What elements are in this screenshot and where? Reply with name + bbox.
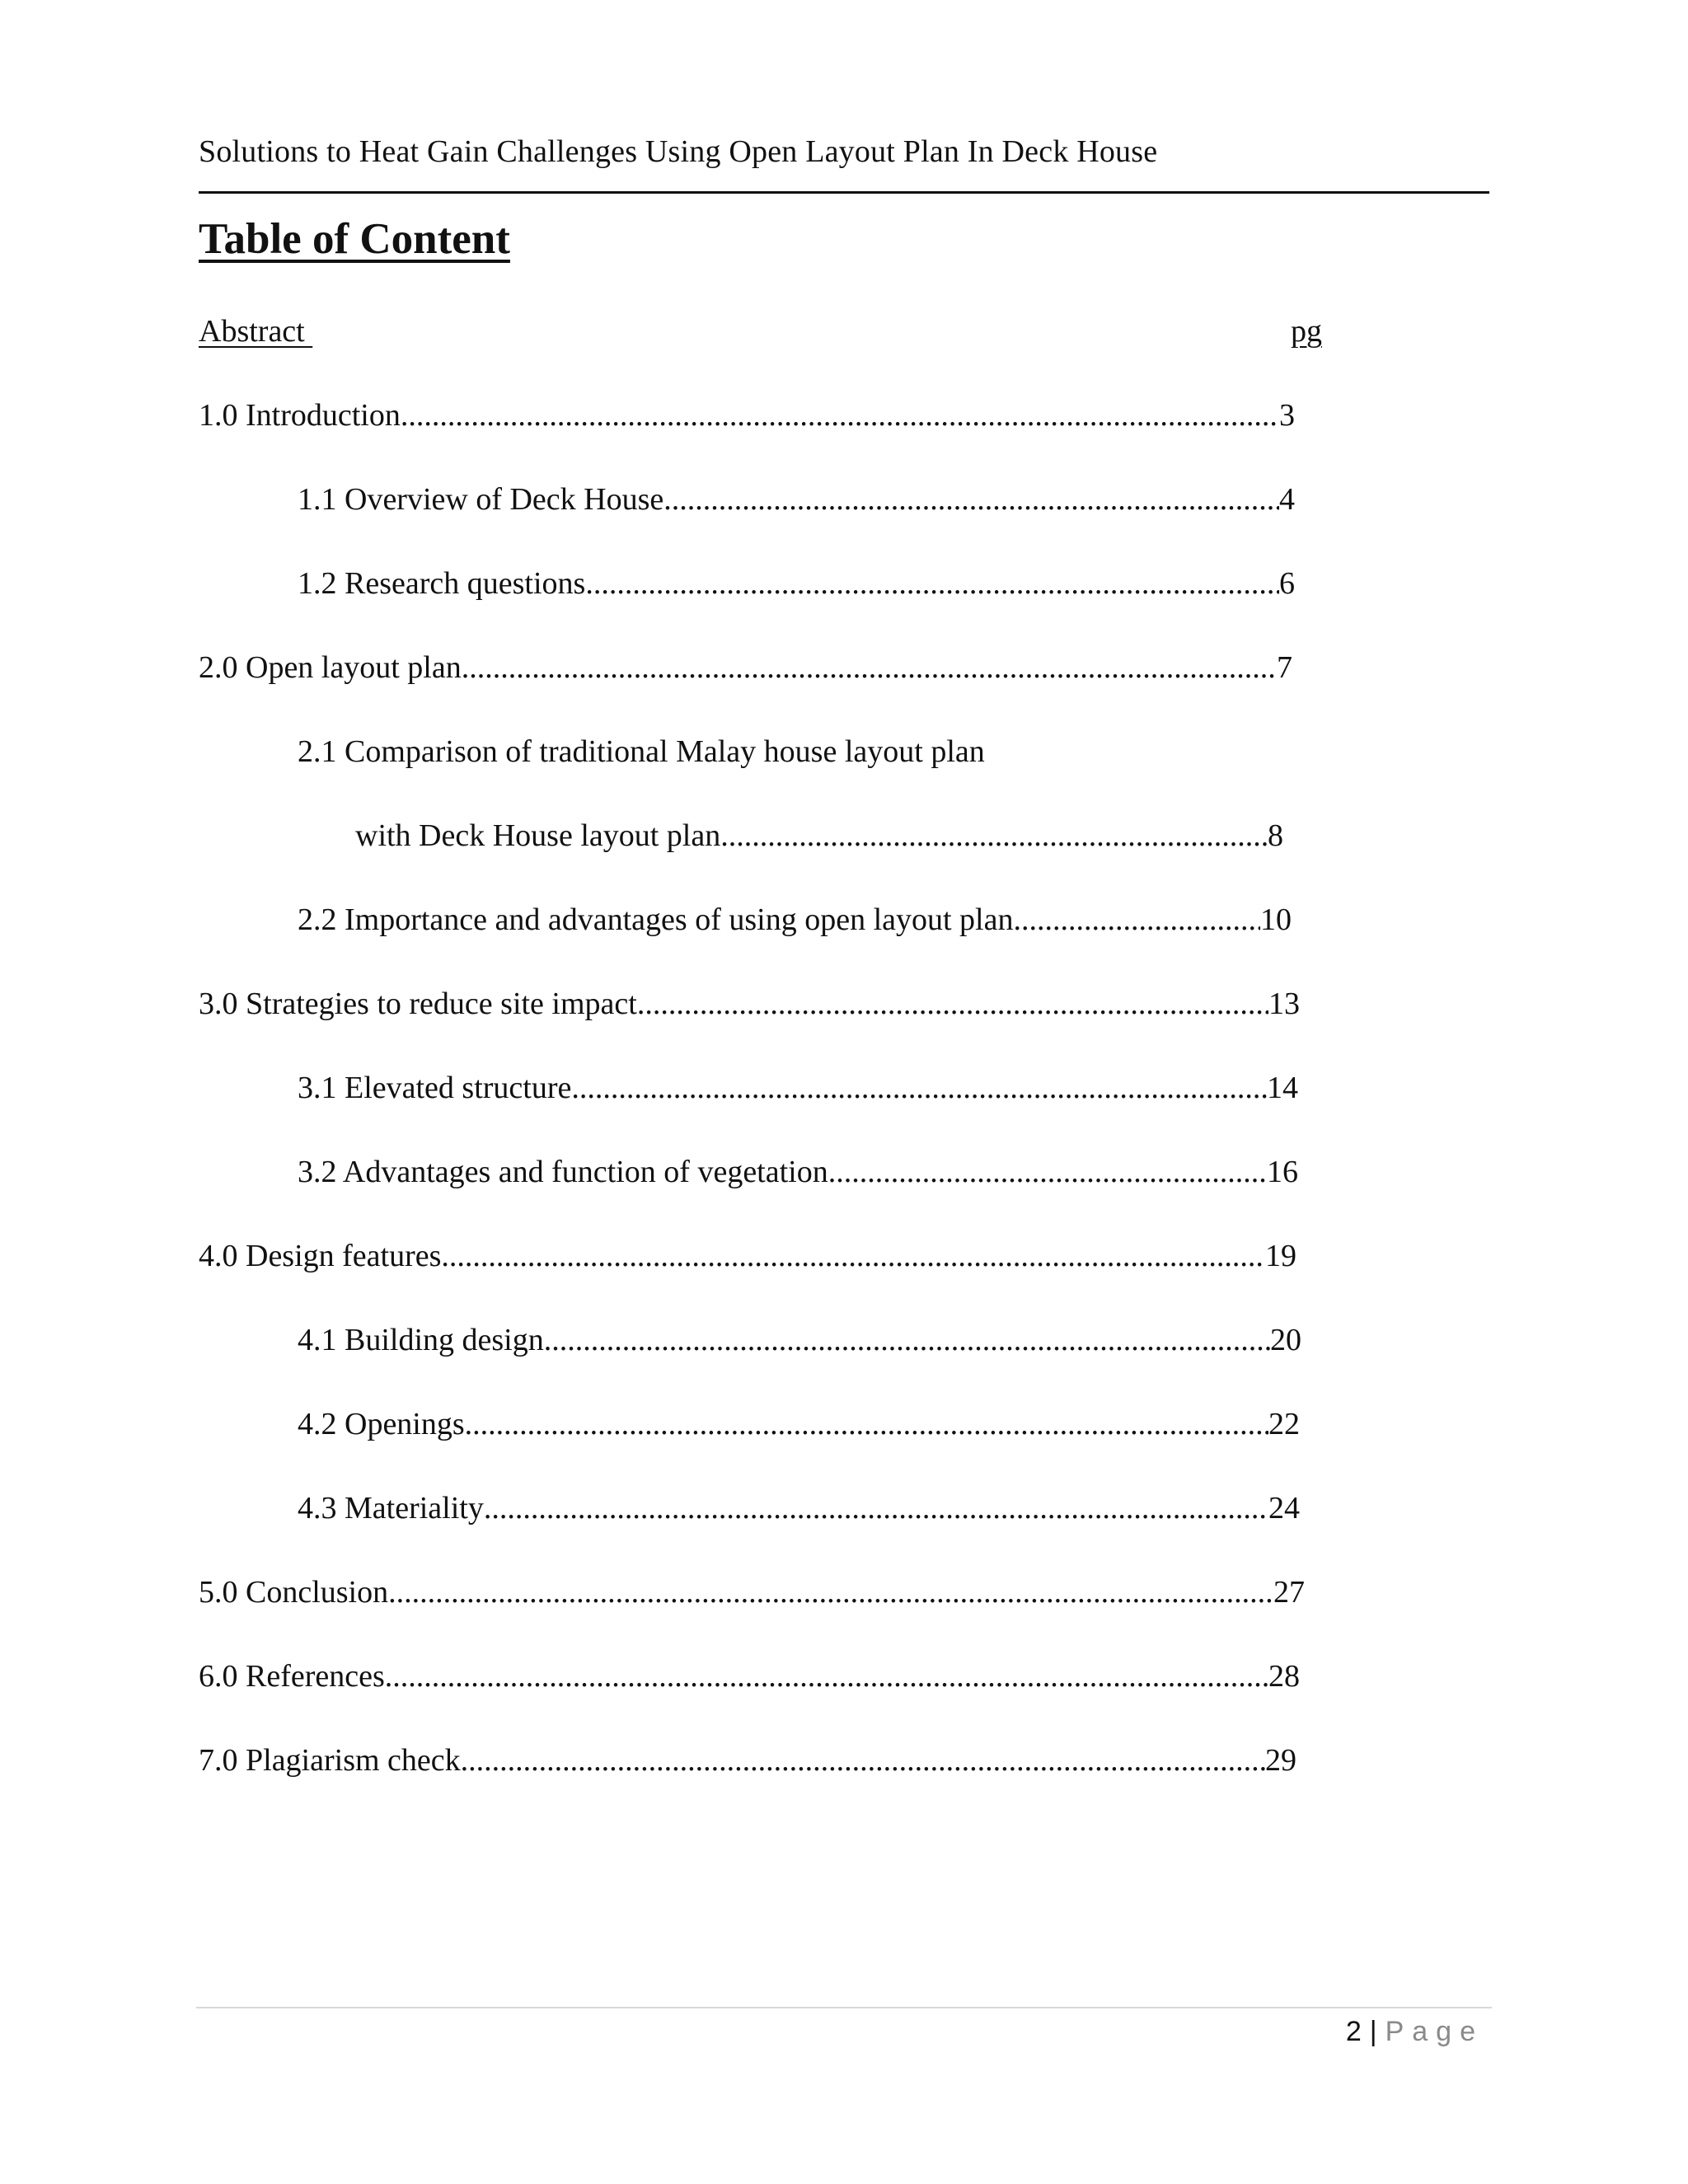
running-header: Solutions to Heat Gain Challenges Using Open Layout Plan In Deck House xyxy=(199,134,1158,169)
toc-entry-label: 4.0 Design features xyxy=(199,1239,442,1273)
toc-entry-label: 4.3 Materiality xyxy=(298,1491,484,1526)
toc-entry-overview-deck-house[interactable] xyxy=(298,481,1295,523)
toc-entry-openings[interactable] xyxy=(298,1406,1300,1447)
toc-entry-references[interactable] xyxy=(199,1658,1300,1699)
toc-entry-page: 14 xyxy=(1267,1071,1298,1105)
toc-entry-label: 5.0 Conclusion xyxy=(199,1575,389,1610)
toc-entry-label: 6.0 References xyxy=(199,1659,385,1694)
toc-entry-label: 4.2 Openings xyxy=(298,1407,465,1441)
toc-entry-label: 3.0 Strategies to reduce site impact xyxy=(199,987,637,1021)
toc-leader-dots xyxy=(484,1490,1268,1526)
toc-entry-materiality[interactable] xyxy=(298,1490,1300,1531)
toc-entry-comparison-line2[interactable] xyxy=(355,818,1283,859)
toc-leader-dots xyxy=(828,1154,1267,1190)
toc-entry-label: with Deck House layout plan xyxy=(355,818,721,853)
toc-entry-strategies-site-impact[interactable] xyxy=(199,986,1300,1027)
toc-entry-label: 3.2 Advantages and function of vegetation xyxy=(298,1155,828,1189)
toc-entry-design-features[interactable] xyxy=(199,1238,1296,1279)
footer-divider xyxy=(196,2007,1492,2008)
toc-entry-introduction[interactable] xyxy=(199,397,1295,438)
toc-leader-dots xyxy=(571,1070,1267,1106)
toc-entry-label: 1.0 Introduction xyxy=(199,398,401,433)
toc-entry-label: 3.1 Elevated structure xyxy=(298,1071,572,1105)
toc-entry-page: 8 xyxy=(1268,818,1283,853)
toc-entry-label: 1.2 Research questions xyxy=(298,566,586,601)
toc-entry-label: 2.0 Open layout plan xyxy=(199,650,462,685)
toc-entry-label: 4.1 Building design xyxy=(298,1323,544,1357)
toc-leader-dots xyxy=(585,565,1279,602)
toc-entry-page: 7 xyxy=(1277,650,1292,685)
page-footer xyxy=(1346,2016,1484,2048)
toc-entry-page: 19 xyxy=(1265,1239,1296,1273)
toc-entry-research-questions[interactable] xyxy=(298,565,1295,607)
toc-leader-dots xyxy=(1013,902,1260,938)
toc-entry-page: 3 xyxy=(1279,398,1295,433)
page-word: Page xyxy=(1385,2016,1484,2047)
toc-leader-dots xyxy=(401,397,1279,434)
toc-title: Table of Content xyxy=(199,215,510,263)
toc-entry-page: 13 xyxy=(1268,987,1300,1021)
toc-entry-page: 16 xyxy=(1267,1155,1298,1189)
toc-entry-page: 10 xyxy=(1260,902,1292,937)
toc-entry-importance-advantages[interactable] xyxy=(298,902,1292,943)
toc-entry-elevated-structure[interactable] xyxy=(298,1070,1298,1111)
toc-entry-page: 22 xyxy=(1268,1407,1300,1441)
toc-entry-page: 6 xyxy=(1279,566,1295,601)
toc-entry-label: 7.0 Plagiarism check xyxy=(199,1743,461,1778)
toc-leader-dots xyxy=(663,481,1279,518)
toc-entry-page: 28 xyxy=(1268,1659,1300,1694)
toc-entry-plagiarism-check[interactable] xyxy=(199,1742,1296,1783)
page-number: 2 xyxy=(1345,2016,1362,2047)
toc-leader-dots xyxy=(465,1406,1268,1442)
toc-entry-page: 29 xyxy=(1265,1743,1296,1778)
toc-entry-label: 2.2 Importance and advantages of using open layout plan xyxy=(298,902,1014,937)
toc-leader-dots xyxy=(544,1322,1270,1358)
toc-leader-dots xyxy=(441,1238,1265,1274)
toc-entry-open-layout-plan[interactable] xyxy=(199,649,1292,691)
toc-leader-dots xyxy=(461,1742,1265,1779)
toc-leader-dots xyxy=(637,986,1268,1022)
toc-entry-building-design[interactable] xyxy=(298,1322,1301,1363)
footer-separator: | xyxy=(1369,2016,1377,2047)
toc-entry-label: 1.1 Overview of Deck House xyxy=(298,482,664,517)
toc-leader-dots xyxy=(720,818,1268,854)
toc-entry-page: 24 xyxy=(1268,1491,1300,1526)
toc-column-page: pg xyxy=(1291,314,1322,349)
toc-column-abstract: Abstract xyxy=(199,314,313,349)
toc-leader-dots xyxy=(385,1658,1268,1694)
toc-leader-dots xyxy=(462,649,1277,686)
toc-entry-conclusion[interactable] xyxy=(199,1574,1305,1615)
toc-leader-dots xyxy=(388,1574,1273,1610)
header-divider xyxy=(199,191,1489,194)
toc-entry-comparison-line1[interactable]: 2.1 Comparison of traditional Malay house layout plan xyxy=(298,734,985,769)
toc-entry-page: 20 xyxy=(1270,1323,1301,1357)
toc-entry-vegetation[interactable] xyxy=(298,1154,1298,1195)
toc-entry-page: 27 xyxy=(1273,1575,1305,1610)
toc-entry-page: 4 xyxy=(1279,482,1295,517)
